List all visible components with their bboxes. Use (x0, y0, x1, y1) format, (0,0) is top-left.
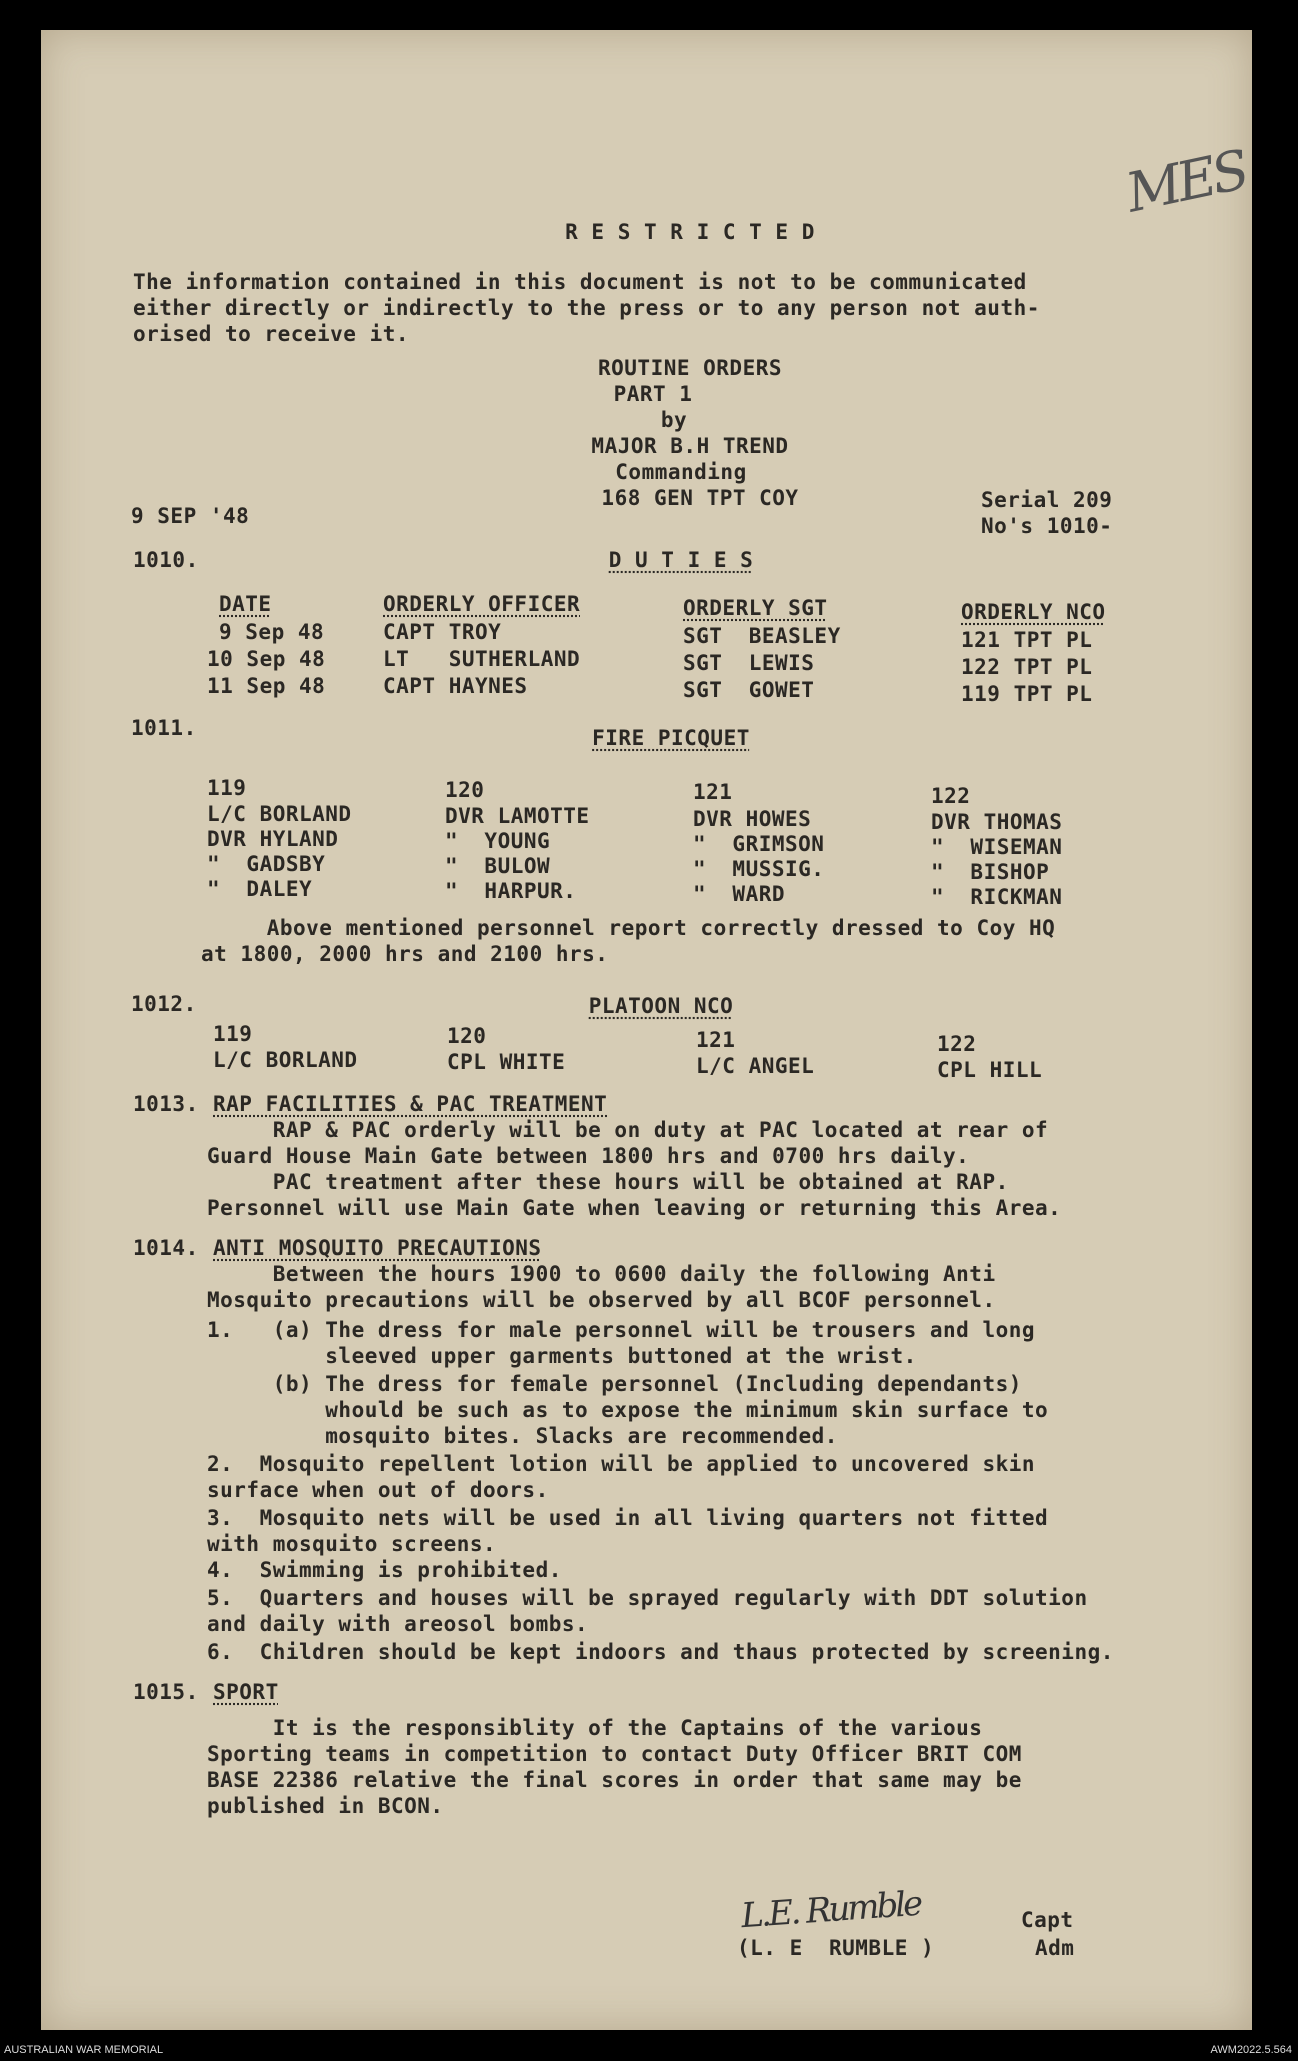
picquet-name: " RICKMAN (931, 885, 1063, 909)
nco-name: CPL HILL (937, 1058, 1043, 1082)
picquet-name: DVR THOMAS (931, 810, 1063, 834)
table-header: ORDERLY OFFICER (383, 592, 581, 616)
section-title: PLATOON NCO (588, 994, 734, 1018)
section-number: 1014. (133, 1236, 199, 1260)
notice-line: The information contained in this document is not to be communicated (133, 270, 1027, 294)
footer-source: AUSTRALIAN WAR MEMORIAL (4, 2044, 164, 2056)
section-title: FIRE PICQUET (592, 726, 750, 750)
commanding-label: Commanding (615, 460, 747, 484)
table-cell: 10 Sep 48 (207, 647, 326, 671)
unit-name: 168 GEN TPT COY (601, 486, 799, 510)
notice-line: orised to receive it. (133, 322, 410, 346)
body-line: Personnel will use Main Gate when leaving or returning this Area. (207, 1196, 1062, 1220)
handwritten-note: MES (1120, 138, 1251, 225)
notice-line: either directly or indirectly to the press or to any person not auth- (133, 296, 1040, 320)
section-number: 1012. (131, 992, 197, 1016)
body-line: BASE 22386 relative the final scores in order that same may be (207, 1768, 1022, 1792)
platoon-number: 121 (693, 780, 733, 804)
body-line: sleeved upper garments buttoned at the wrist. (207, 1344, 917, 1368)
section-title: RAP FACILITIES & PAC TREATMENT (213, 1092, 608, 1116)
body-line: 5. Quarters and houses will be sprayed regularly with DDT solution (207, 1586, 1088, 1610)
table-cell: CAPT HAYNES (383, 674, 528, 698)
table-cell: LT SUTHERLAND (383, 647, 581, 671)
platoon-number: 120 (445, 778, 485, 802)
section-title: SPORT (213, 1680, 279, 1704)
document-page (41, 30, 1252, 2030)
table-cell: 122 TPT PL (961, 655, 1093, 679)
picquet-note: Above mentioned personnel report correctly dressed to Coy HQ (201, 916, 1056, 940)
body-line: Mosquito precautions will be observed by all BCOF personnel. (207, 1288, 996, 1312)
body-line: surface when out of doors. (207, 1478, 549, 1502)
picquet-name: " WARD (693, 882, 786, 906)
body-line: and daily with areosol bombs. (207, 1612, 589, 1636)
table-header: DATE (219, 592, 272, 616)
signature: L.E. Rumble (739, 1883, 922, 1937)
signature-rank: Capt (1021, 1908, 1074, 1932)
picquet-name: " HARPUR. (445, 879, 577, 903)
section-number: 1015. (133, 1680, 199, 1704)
signature-role: Adm (1035, 1936, 1075, 1960)
body-line: 3. Mosquito nets will be used in all living quarters not fitted (207, 1506, 1049, 1530)
body-line: Sporting teams in competition to contact Duty Officer BRIT COM (207, 1742, 1022, 1766)
picquet-name: " MUSSIG. (693, 857, 825, 881)
section-number: 1011. (131, 716, 197, 740)
nco-name: CPL WHITE (447, 1050, 566, 1074)
picquet-name: " BISHOP (931, 860, 1050, 884)
body-line: mosquito bites. Slacks are recommended. (207, 1424, 838, 1448)
picquet-name: " BULOW (445, 854, 551, 878)
platoon-number: 120 (447, 1024, 487, 1048)
body-line: Guard House Main Gate between 1800 hrs and 0700 hrs daily. (207, 1144, 970, 1168)
body-line: 6. Children should be kept indoors and thaus protected by screening. (207, 1640, 1114, 1664)
body-line: 1. (a) The dress for male personnel will be trousers and long (207, 1318, 1036, 1342)
commanding-officer: MAJOR B.H TREND (591, 434, 789, 458)
picquet-name: L/C BORLAND (207, 802, 352, 826)
table-cell: 121 TPT PL (961, 628, 1093, 652)
table-header: ORDERLY NCO (961, 600, 1106, 624)
serial-number: Serial 209 (981, 488, 1113, 512)
table-cell: CAPT TROY (383, 620, 502, 644)
orders-title: ROUTINE ORDERS (597, 356, 783, 380)
picquet-name: " YOUNG (445, 829, 551, 853)
body-line: RAP & PAC orderly will be on duty at PAC located at rear of (207, 1118, 1049, 1142)
orders-by: by (660, 408, 688, 432)
footer-accession-number: AWM2022.5.564 (1210, 2044, 1292, 2056)
table-cell: SGT BEASLEY (683, 624, 841, 648)
nco-name: L/C BORLAND (213, 1048, 358, 1072)
order-date: 9 SEP '48 (131, 504, 250, 528)
table-header: ORDERLY SGT (683, 596, 828, 620)
signature-printed-name: (L. E RUMBLE ) (737, 1936, 935, 1960)
body-line: 4. Swimming is prohibited. (207, 1558, 562, 1582)
section-title: D U T I E S (608, 548, 754, 572)
table-cell: SGT LEWIS (683, 651, 815, 675)
table-cell: 119 TPT PL (961, 682, 1093, 706)
body-line: published in BCON. (207, 1794, 444, 1818)
body-line: (b) The dress for female personnel (Including dependants) (207, 1372, 1022, 1396)
body-line: with mosquito screens. (207, 1532, 497, 1556)
table-cell: SGT GOWET (683, 678, 815, 702)
picquet-note: at 1800, 2000 hrs and 2100 hrs. (201, 942, 609, 966)
body-line: 2. Mosquito repellent lotion will be applied to uncovered skin (207, 1452, 1036, 1476)
picquet-name: DVR HYLAND (207, 827, 339, 851)
picquet-name: " DALEY (207, 877, 313, 901)
platoon-number: 119 (213, 1022, 253, 1046)
picquet-name: DVR HOWES (693, 807, 812, 831)
table-cell: 9 Sep 48 (219, 620, 325, 644)
platoon-number: 119 (207, 776, 247, 800)
body-line: whould be such as to expose the minimum skin surface to (207, 1398, 1049, 1422)
section-title: ANTI MOSQUITO PRECAUTIONS (213, 1236, 542, 1260)
nco-name: L/C ANGEL (696, 1054, 815, 1078)
body-line: Between the hours 1900 to 0600 daily the following Anti (207, 1262, 996, 1286)
table-cell: 11 Sep 48 (207, 674, 326, 698)
orders-part: PART 1 (613, 382, 693, 406)
section-number: 1013. (133, 1092, 199, 1116)
platoon-number: 121 (696, 1028, 736, 1052)
picquet-name: DVR LAMOTTE (445, 804, 590, 828)
body-line: PAC treatment after these hours will be obtained at RAP. (207, 1170, 1009, 1194)
classification-heading: R E S T R I C T E D (565, 220, 815, 244)
section-number: 1010. (133, 548, 199, 572)
picquet-name: " WISEMAN (931, 835, 1063, 859)
platoon-number: 122 (931, 784, 971, 808)
picquet-name: " GRIMSON (693, 832, 825, 856)
body-line: It is the responsiblity of the Captains of the various (207, 1716, 983, 1740)
picquet-name: " GADSBY (207, 852, 326, 876)
platoon-number: 122 (937, 1032, 977, 1056)
order-numbers: No's 1010- (981, 514, 1113, 538)
